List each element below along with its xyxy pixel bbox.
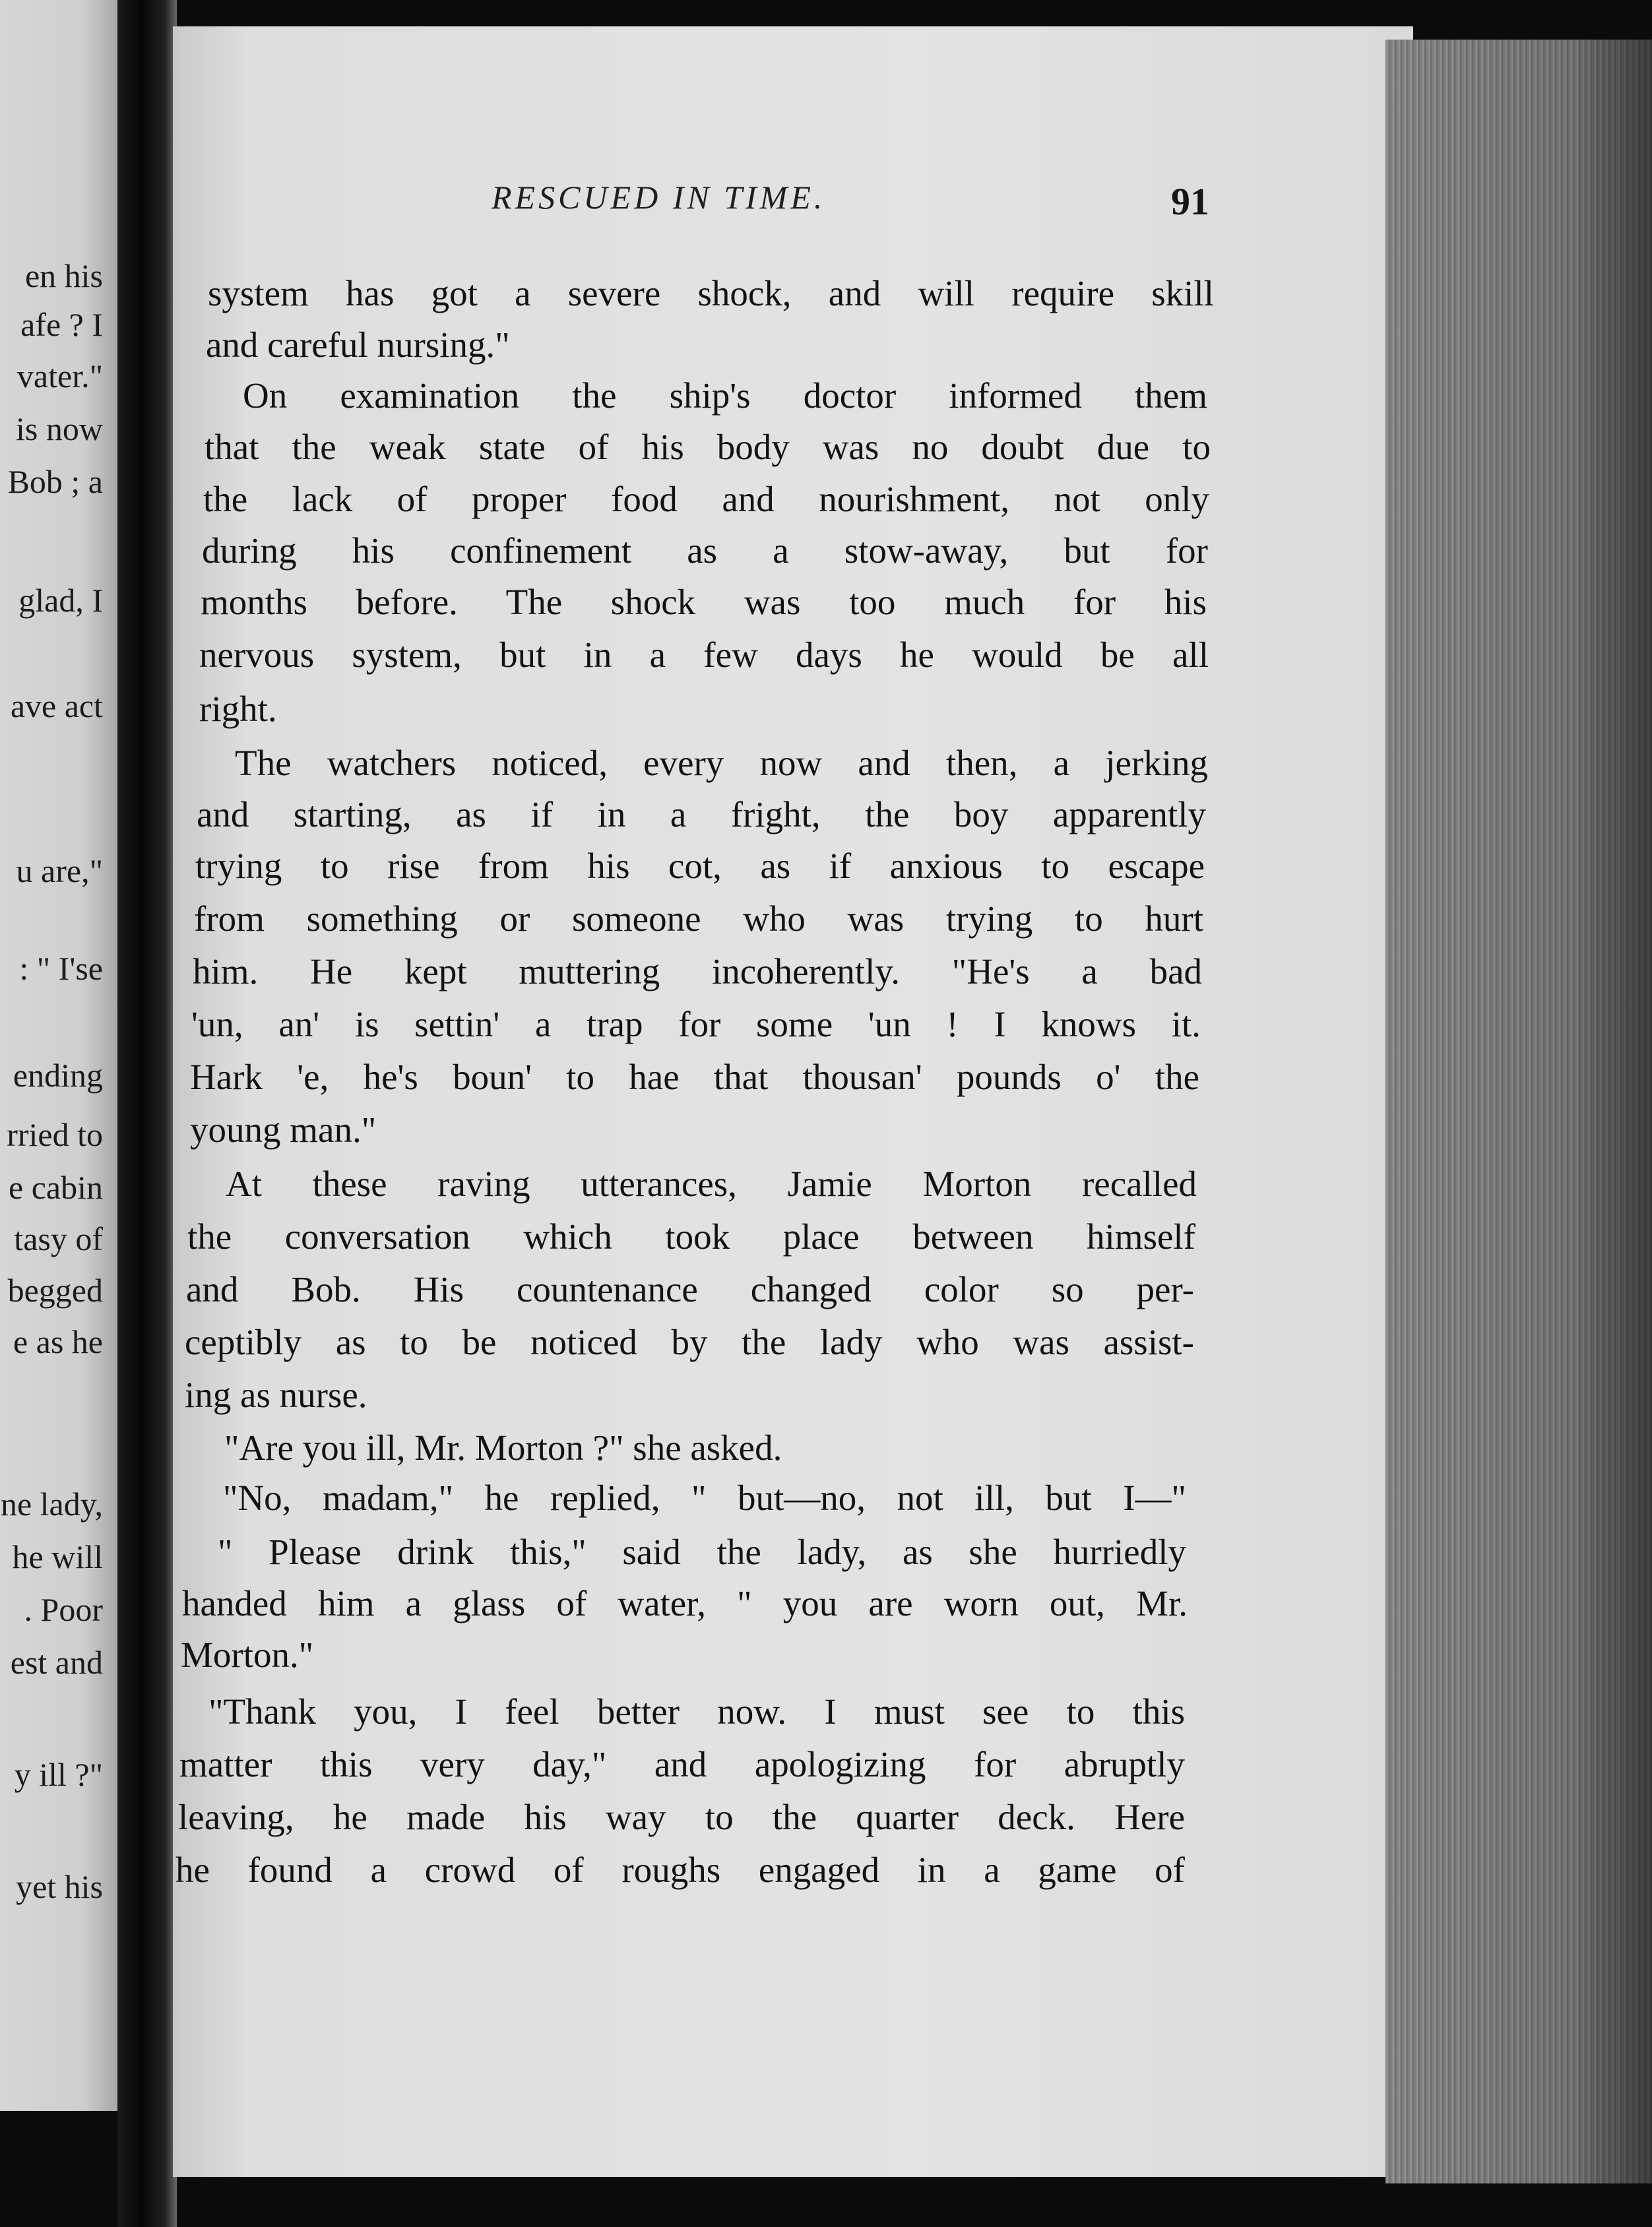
text-line: trying to rise from his cot, as if anxious to escape	[195, 846, 1205, 886]
left-page-line: en his	[24, 257, 103, 294]
page-edges-shadow	[1385, 40, 1652, 2183]
text-line: On examination the ship's doctor informed them	[243, 375, 1207, 416]
text-line: At these raving utterances, Jamie Morton recalled	[226, 1164, 1197, 1204]
running-head: RESCUED IN TIME.	[492, 179, 826, 216]
left-page-line: Bob ; a	[7, 463, 103, 500]
left-page-line: est and	[10, 1644, 103, 1681]
left-page-line: tasy of	[14, 1220, 103, 1257]
text-line: that the weak state of his body was no doubt due to	[205, 427, 1211, 467]
left-page-line: ne lady,	[0, 1486, 103, 1522]
left-page-line: u are,"	[16, 852, 103, 889]
text-line: " Please drink this," said the lady, as she hurriedly	[218, 1532, 1186, 1572]
left-page-line: ending	[13, 1057, 103, 1094]
text-line: months before. The shock was too much for his	[201, 582, 1207, 622]
text-line: right.	[199, 689, 277, 729]
left-page-line: is now	[16, 410, 103, 447]
text-line: "No, madam," he replied, " but—no, not ill, but I—"	[223, 1478, 1186, 1518]
text-line: "Are you ill, Mr. Morton ?" she asked.	[224, 1427, 782, 1468]
text-line: the conversation which took place between himself	[187, 1216, 1195, 1257]
left-page-line: glad, I	[18, 582, 103, 619]
page-number: 91	[1171, 180, 1209, 223]
text-line: system has got a severe shock, and will require skill	[208, 273, 1214, 313]
left-page-line: y ill ?"	[14, 1756, 103, 1793]
text-line: handed him a glass of water, " you are worn out, Mr.	[182, 1583, 1188, 1623]
left-facing-page	[0, 0, 117, 2111]
text-line: during his confinement as a stow-away, but for	[202, 530, 1208, 571]
text-line: Hark 'e, he's boun' to hae that thousan' pounds o' the	[190, 1057, 1199, 1097]
text-line: him. He kept muttering incoherently. "He's a bad	[193, 951, 1202, 991]
text-line: 'un, an' is settin' a trap for some 'un ! I knows it.	[191, 1004, 1201, 1044]
text-line: ceptibly as to be noticed by the lady who was assist-	[185, 1322, 1194, 1362]
left-page-line: rried to	[7, 1116, 103, 1153]
text-line: nervous system, but in a few days he would be all	[199, 635, 1209, 675]
text-line: "Thank you, I feel better now. I must see to this	[208, 1691, 1185, 1732]
left-page-line: vater."	[16, 358, 103, 394]
left-page-line: begged	[7, 1272, 103, 1309]
text-line: from something or someone who was trying to hurt	[194, 898, 1203, 939]
left-page-line: . Poor	[24, 1591, 103, 1628]
text-line: Morton."	[181, 1635, 314, 1675]
text-line: he found a crowd of roughs engaged in a game of	[175, 1850, 1185, 1890]
text-line: matter this very day," and apologizing for abruptly	[179, 1744, 1185, 1784]
left-page-line: e as he	[13, 1323, 103, 1360]
left-page-line: ave act	[10, 687, 103, 724]
text-line: young man."	[190, 1110, 377, 1150]
left-page-line: yet his	[16, 1868, 103, 1905]
left-page-line: : " I'se	[19, 950, 103, 987]
text-line: and Bob. His countenance changed color so per-	[186, 1269, 1194, 1309]
text-line: the lack of proper food and nourishment, not only	[203, 479, 1209, 519]
text-line: leaving, he made his way to the quarter deck. Here	[178, 1797, 1185, 1837]
text-line: and starting, as if in a fright, the boy apparently	[197, 794, 1206, 834]
left-page-line: he will	[12, 1538, 103, 1575]
text-line: The watchers noticed, every now and then, a jerking	[235, 743, 1208, 783]
book-gutter	[117, 0, 177, 2227]
text-line: ing as nurse.	[185, 1375, 367, 1415]
text-line: and careful nursing."	[206, 325, 510, 365]
left-page-line: afe ? I	[20, 306, 103, 343]
left-page-line: e cabin	[9, 1169, 103, 1206]
